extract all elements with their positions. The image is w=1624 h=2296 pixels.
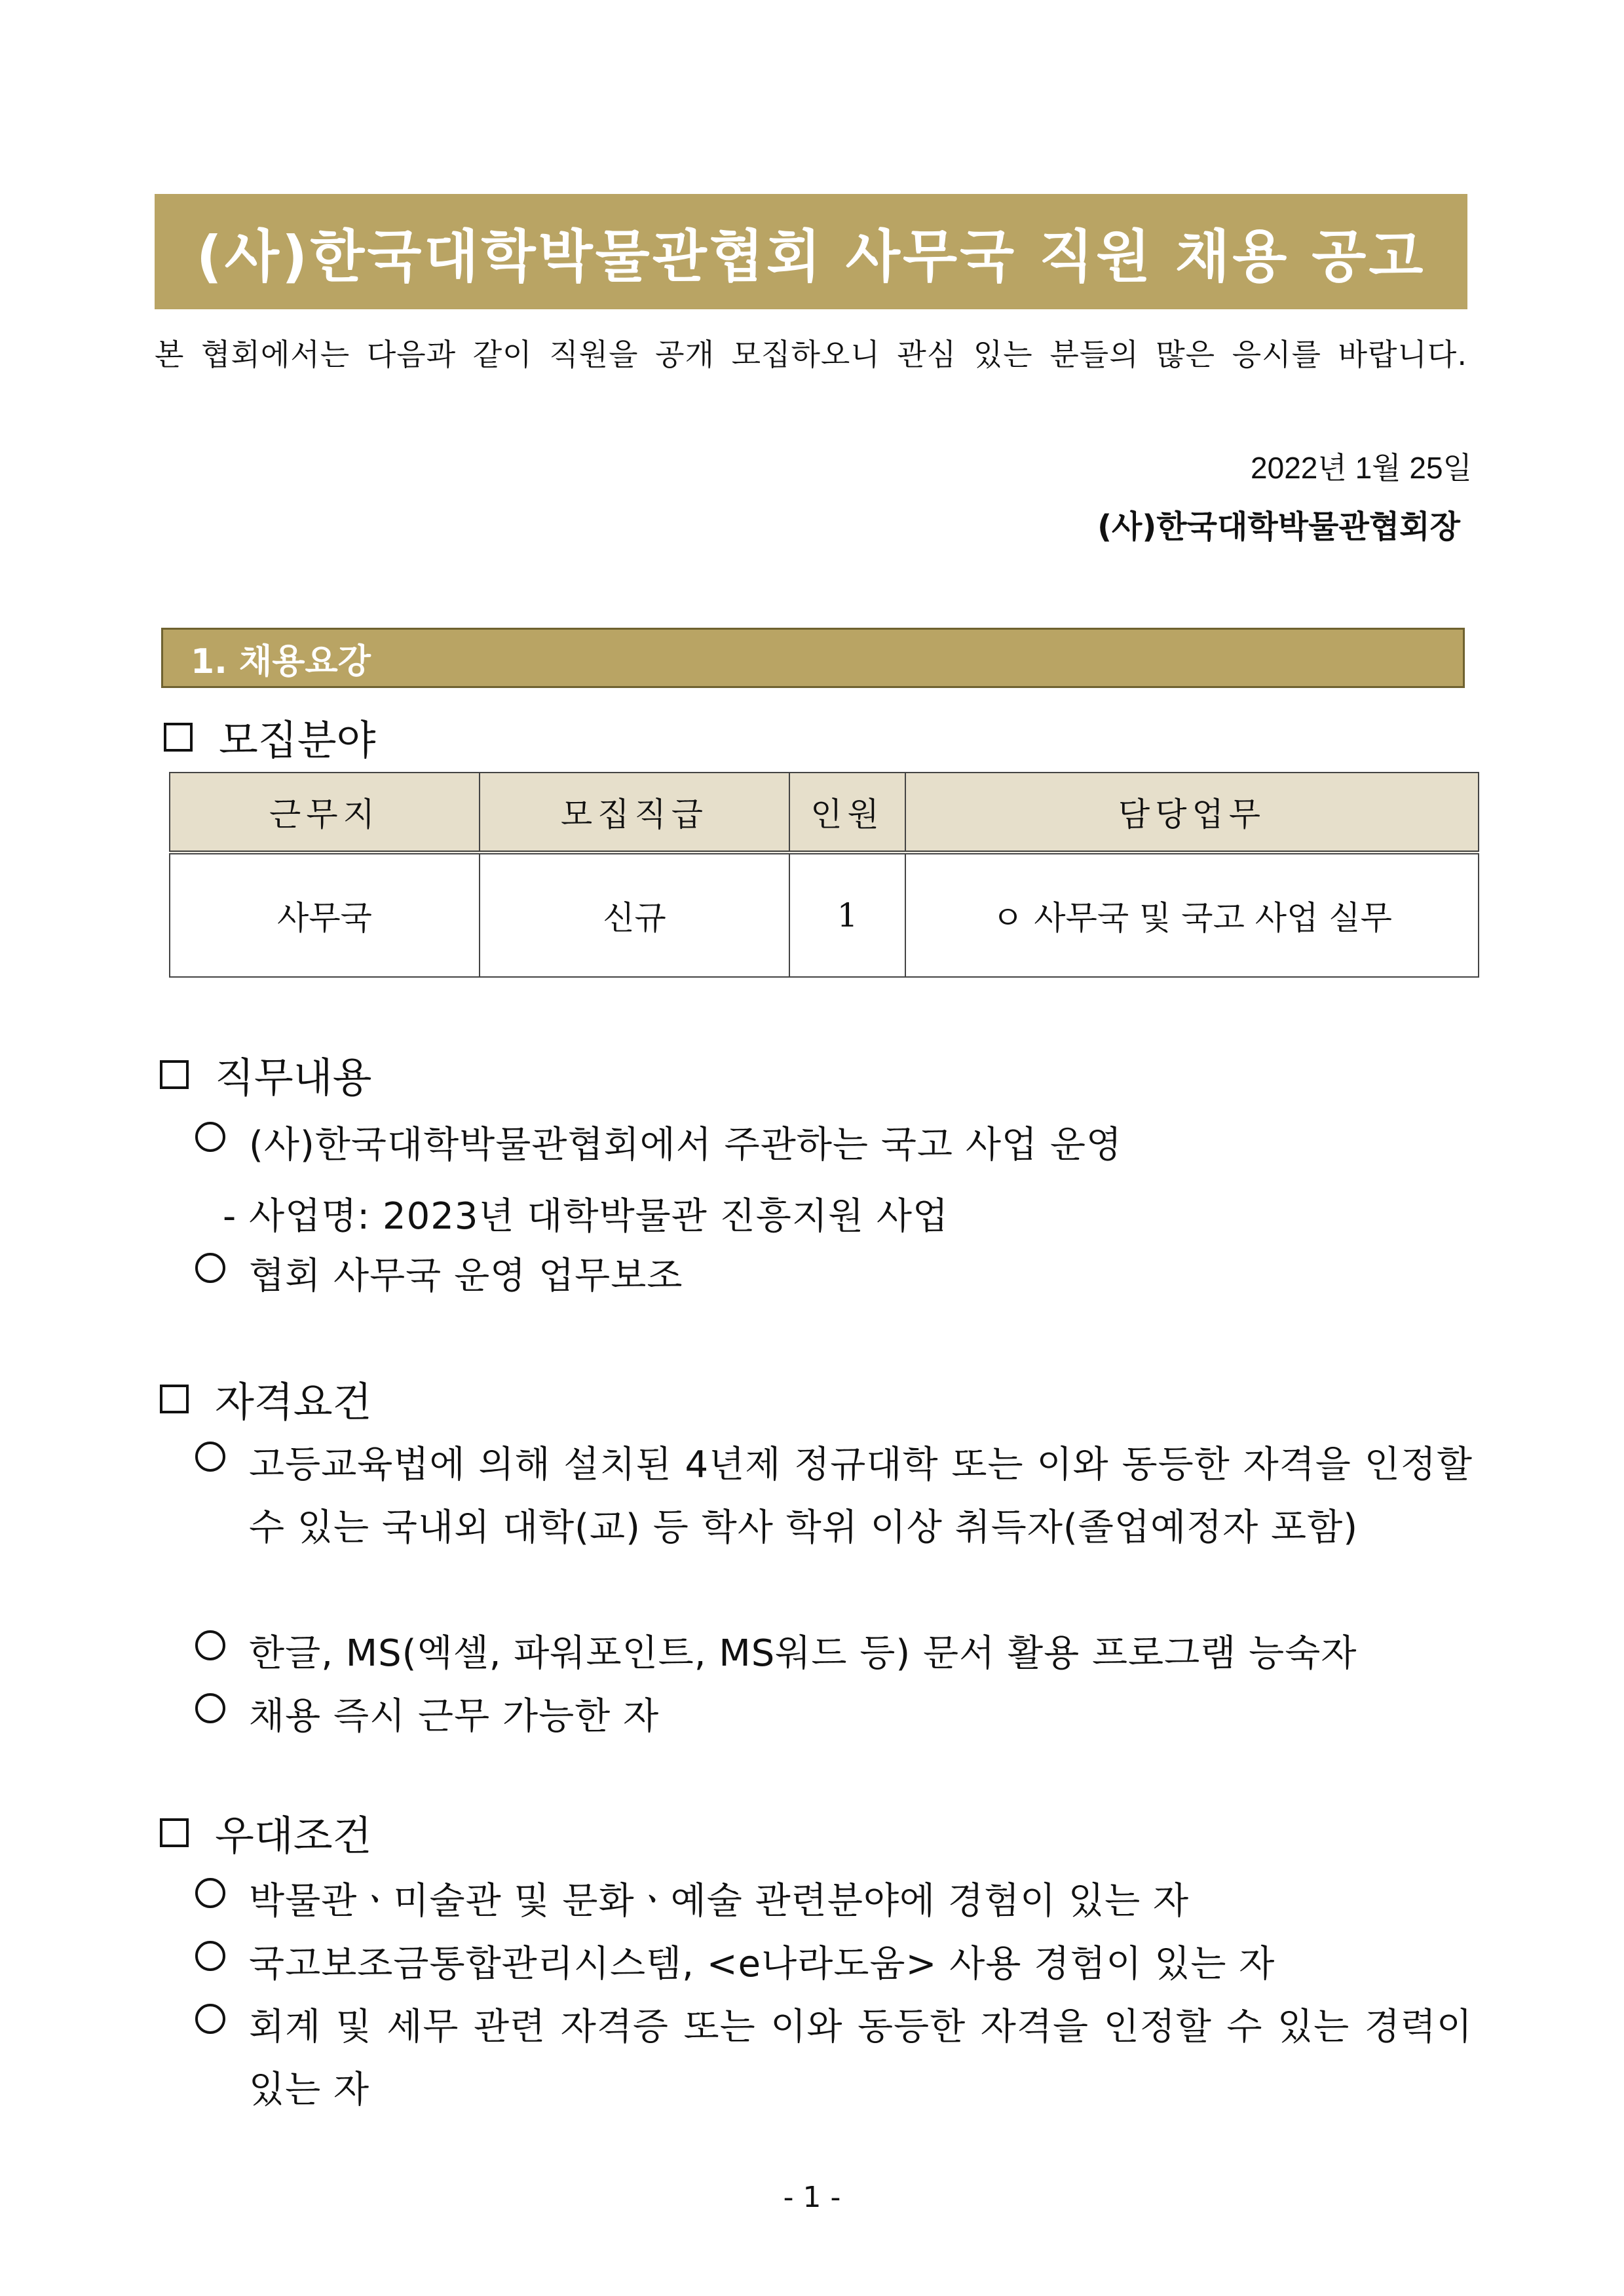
qualifications-heading-label: 자격요건 — [215, 1378, 372, 1426]
checkbox-square-icon — [160, 1818, 189, 1847]
table-cell: 1 — [789, 852, 905, 977]
recruit-field-heading-label: 모집분야 — [219, 716, 376, 764]
column-header: 근무지 — [170, 773, 480, 852]
checkbox-square-icon — [160, 1385, 189, 1413]
page-title: (사)한국대학박물관협회 사무국 직원 채용 공고 — [155, 194, 1467, 309]
notice-date: 2022년 1월 25일 — [1251, 451, 1472, 485]
table-header-row — [170, 773, 1479, 852]
bullet-circle-icon — [195, 1630, 225, 1660]
list-item: 한글, MS(엑셀, 파워포인트, MS워드 등) 문서 활용 프로그램 능숙자 — [195, 1622, 1473, 1685]
list-item: 협회 사무국 운영 업무보조 — [195, 1245, 1473, 1308]
organization-signature: (사)한국대학박물관협회장 — [1097, 508, 1460, 545]
list-item: 박물관ㆍ미술관 및 문화ㆍ예술 관련분야에 경험이 있는 자 — [195, 1870, 1473, 1933]
list-item: 채용 즉시 근무 가능한 자 — [195, 1685, 1473, 1748]
column-header: 모집직급 — [480, 773, 789, 852]
table-cell: ㅇ 사무국 및 국고 사업 실무 — [905, 852, 1479, 977]
duties-heading-label: 직무내용 — [215, 1054, 372, 1101]
bullet-circle-icon — [195, 1693, 225, 1723]
preferences-heading — [160, 1803, 372, 1862]
bullet-circle-icon — [195, 1442, 225, 1472]
list-item: 국고보조금통합관리시스템, <e나라도움> 사용 경험이 있는 자 — [195, 1933, 1473, 1996]
section-header-recruitment: 1. 채용요강 — [161, 628, 1465, 688]
qualifications-heading — [160, 1369, 372, 1428]
bullet-circle-icon — [195, 1941, 225, 1971]
table-cell: 사무국 — [170, 852, 480, 977]
checkbox-square-icon — [160, 1060, 189, 1089]
column-header: 인원 — [789, 773, 905, 852]
preferences-heading-label: 우대조건 — [215, 1812, 372, 1860]
page-number: - 1 - — [783, 2181, 841, 2214]
table-row — [170, 852, 1479, 977]
list-sub-item: - 사업명: 2023년 대학박물관 진흥지원 사업 — [223, 1195, 949, 1238]
list-item: (사)한국대학박물관협회에서 주관하는 국고 사업 운영 — [195, 1114, 1473, 1177]
bullet-circle-icon — [195, 1878, 225, 1908]
bullet-circle-icon — [195, 1122, 225, 1152]
duties-heading — [160, 1045, 372, 1103]
checkbox-square-icon — [164, 723, 193, 752]
list-item: 고등교육법에 의해 설치된 4년제 정규대학 또는 이와 동등한 자격을 인정할 수 있는 국내외 대학(교) 등 학사 학위 이상 취득자(졸업예정자 포함) — [195, 1434, 1473, 1559]
column-header: 담당업무 — [905, 773, 1479, 852]
bullet-circle-icon — [195, 2004, 225, 2034]
bullet-circle-icon — [195, 1253, 225, 1283]
table-cell: 신규 — [480, 852, 789, 977]
list-item: 회계 및 세무 관련 자격증 또는 이와 동등한 자격을 인정할 수 있는 경력이 있는 자 — [195, 1996, 1473, 2122]
intro-text: 본 협회에서는 다음과 같이 직원을 공개 모집하오니 관심 있는 분들의 많은 응시를 바랍니다. — [155, 337, 1467, 372]
recruit-field-heading — [164, 708, 376, 766]
recruitment-table — [169, 772, 1479, 978]
